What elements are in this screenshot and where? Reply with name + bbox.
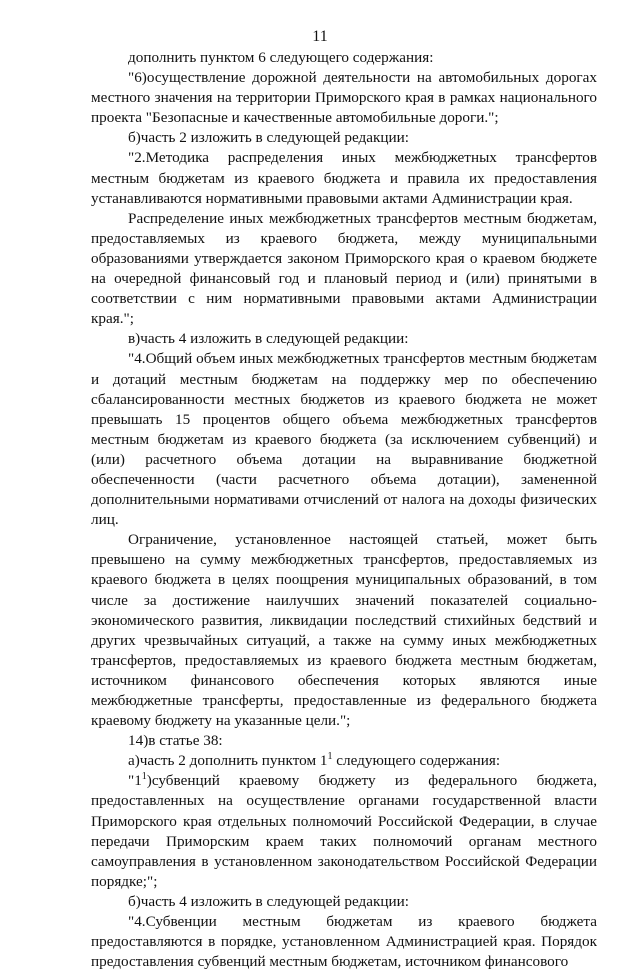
paragraph-text: "1 [128,772,142,790]
paragraph-text: а)часть 2 дополнить пунктом 1 [128,752,328,770]
page-number: 11 [312,28,328,45]
paragraph: "6)осуществление дорожной деятельности на автомобильных дорогах местного значения на территории Приморского края в рамках национального проекта "Безопасные и качественные автомобильные дороги."; [91,69,597,127]
paragraph: "2.Методика распределения иных межбюджетных трансфертов местным бюджетам из краевого бюджета и правила их предоставления устанавливаются нормативными правовыми актами Администрации края. [91,149,597,207]
paragraph [91,751,597,771]
document-body [91,48,597,972]
paragraph-text: )субвенций краевому бюджету из федерального бюджета, предоставленных на осуществление органами государственной власти Приморского края отдельных полномочий Российской Федерации, в случае передачи Приморским краем таких полномочий органам местного самоуправления в установленном законодательством Российской Федерации порядке;"; [91,772,597,890]
paragraph: Ограничение, установленное настоящей статьей, может быть превышено на сумму межбюджетных трансфертов, предоставляемых из краевого бюджета в целях поощрения муниципальных образований, в том числе за достижение наилучших значений показателей социально-экономического развития, ликвидации последствий стихийных бедствий и других чрезвычайных ситуаций, а также на сумму иных межбюджетных трансфертов, предоставляемых из краевого бюджета местным бюджетам, источником финансового обеспечения которых являются иные межбюджетные трансферты, предоставленные из федерального бюджета краевому бюджету на указанные цели."; [91,531,597,730]
paragraph [91,771,597,892]
paragraph: "4.Субвенции местным бюджетам из краевого бюджета предоставляются в порядке, установленном Администрацией края. Порядок предоставления субвенций местным бюджетам, источником финансового [91,913,597,971]
paragraph-text: следующего содержания: [332,752,501,770]
paragraph: дополнить пунктом 6 следующего содержания: [128,49,434,66]
paragraph: б)часть 4 изложить в следующей редакции: [128,892,409,910]
paragraph: "4.Общий объем иных межбюджетных трансфертов местным бюджетам и дотаций местным бюджетам на поддержку мер по обеспечению сбалансированности местных бюджетов из краевого бюджета не может превышать 15 процентов общего объема межбюджетных трансфертов местным бюджетам из краевого бюджета (за исключением субвенций) и (или) расчетного объема дотации на выравнивание бюджетной обеспеченности (части расчетного объема дотации), замененной дополнительными нормативами отчислений от налога на доходы физических лиц. [91,350,597,529]
paragraph: б)часть 2 изложить в следующей редакции: [128,129,409,147]
superscript: 1 [141,771,147,783]
paragraph: Распределение иных межбюджетных трансфертов местным бюджетам, предоставляемых из краевого бюджета, между муниципальными образованиями утверждается законом Приморского края о краевом бюджете на очередной финансовый год и плановый период и (или) принятыми в соответствии с ним нормативными правовыми актами Администрации края."; [91,209,597,328]
superscript: 1 [327,751,333,763]
paragraph: в)часть 4 изложить в следующей редакции: [128,330,409,348]
paragraph: 14)в статье 38: [128,732,223,750]
